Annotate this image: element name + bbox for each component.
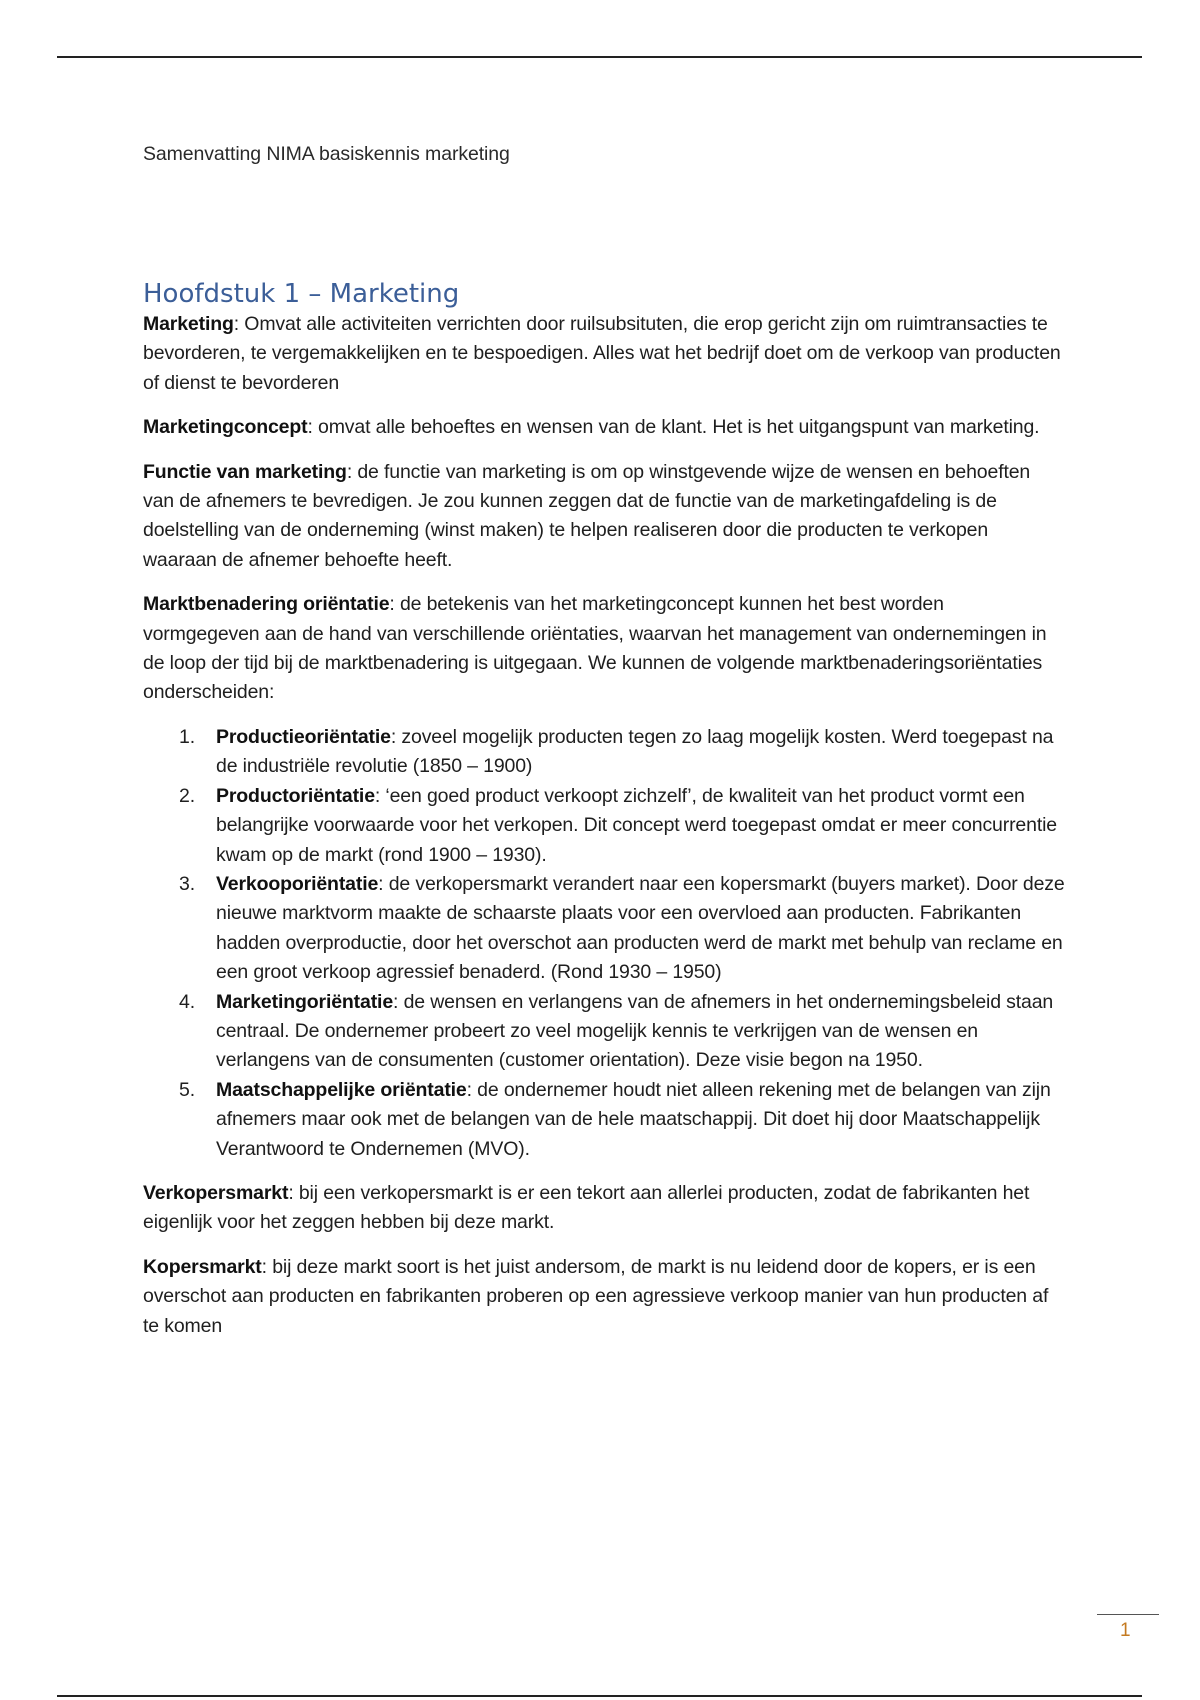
paragraph-text: : omvat alle behoeftes en wensen van de klant. Het is het uitgangspunt van marketing. — [307, 416, 1040, 439]
list-number: 2. — [179, 784, 195, 807]
top-rule — [57, 56, 1142, 58]
list-item — [143, 988, 1065, 1076]
list-number: 4. — [179, 990, 195, 1013]
paragraph-marketing — [143, 310, 1065, 398]
footer-rule — [1097, 1614, 1159, 1615]
list-text: : ‘een goed product verkoopt zichzelf’, de kwaliteit van het product vormt een belangrijke voorwaarde voor het verkopen. Dit concept werd toegepast omdat er meer concurrentie kwam op de markt (rond 1900 – 1930). — [216, 784, 1057, 866]
paragraph-marktbenadering — [143, 590, 1065, 708]
chapter-title: Hoofdstuk 1 – Marketing — [143, 279, 460, 309]
list-item — [143, 1076, 1065, 1164]
document-header: Samenvatting NIMA basiskennis marketing — [143, 143, 510, 165]
term-label: Marketingconcept — [143, 416, 308, 439]
list-text: : zoveel mogelijk producten tegen zo laag mogelijk kosten. Werd toegepast na de industriële revolutie (1850 – 1900) — [216, 725, 1054, 778]
list-text: : de verkopersmarkt verandert naar een kopersmarkt (buyers market). Door deze nieuwe marktvorm maakte de schaarste plaats voor een overvloed aan producten. Fabrikanten hadden overproductie, door het overschot aan producten werd de markt met behulp van reclame en een groot verkoop agressief benaderd. (Rond 1930 – 1950) — [216, 872, 1065, 984]
term-label: Productoriëntatie — [216, 784, 375, 807]
page-number: 1 — [1120, 1620, 1131, 1641]
paragraph-text: : bij een verkopersmarkt is er een tekort aan allerlei producten, zodat de fabrikanten het eigenlijk voor het zeggen hebben bij deze markt. — [143, 1181, 1030, 1234]
term-label: Marketing — [143, 313, 234, 335]
list-text: : de ondernemer houdt niet alleen rekening met de belangen van zijn afnemers maar ook met de belangen van de hele maatschappij. Dit doet hij door Maatschappelijk Verantwoord te Ondernemen (MVO). — [216, 1078, 1051, 1160]
paragraph-marketingconcept — [143, 413, 1065, 442]
document-body — [143, 278, 1065, 1356]
paragraph-verkopersmarkt — [143, 1179, 1065, 1238]
paragraph-text: : de betekenis van het marketingconcept kunnen het best worden vormgegeven aan de hand van verschillende oriëntaties, waarvan het management van ondernemingen in de loop der tijd bij de marktbenadering is uitgegaan. We kunnen de volgende marktbenaderingsoriëntaties onderscheiden: — [143, 593, 1047, 704]
list-item — [143, 782, 1065, 870]
term-label: Maatschappelijke oriëntatie — [216, 1078, 467, 1101]
term-label: Marktbenadering oriëntatie — [143, 593, 390, 616]
paragraph-text: : bij deze markt soort is het juist andersom, de markt is nu leidend door de kopers, er is een overschot aan producten en fabrikanten proberen op een agressieve verkoop manier van hun producten af te komen — [143, 1255, 1049, 1337]
paragraph-kopersmarkt — [143, 1253, 1065, 1341]
list-number: 1. — [179, 725, 195, 748]
list-number: 5. — [179, 1078, 195, 1101]
list-item — [143, 723, 1065, 782]
term-label: Marketingoriëntatie — [216, 990, 394, 1013]
list-text: : de wensen en verlangens van de afnemers in het ondernemingsbeleid staan centraal. De ondernemer probeert zo veel mogelijk kennis te verkrijgen van de wensen en verlangens van de consumenten (customer orientation). Deze visie begon na 1950. — [216, 990, 1054, 1072]
term-label: Kopersmarkt — [143, 1255, 262, 1278]
bottom-rule — [57, 1695, 1142, 1697]
term-label: Productieoriëntatie — [216, 725, 391, 748]
term-label: Functie van marketing — [143, 460, 347, 483]
list-item — [143, 870, 1065, 988]
paragraph-text: : Omvat alle activiteiten verrichten door ruilsubsituten, die erop gericht zijn om ruimtransacties te bevorderen, te vergemakkelijken en te bespoedigen. Alles wat het bedrijf doet om de verkoop van producten of dienst te bevorderen — [143, 313, 1061, 394]
orientation-list — [143, 723, 1065, 1164]
paragraph-text: : de functie van marketing is om op winstgevende wijze de wensen en behoeften van de afnemers te bevredigen. Je zou kunnen zeggen dat de functie van de marketingafdeling is de doelstelling van de onderneming (winst maken) te helpen realiseren door die producten te verkopen waaraan de afnemer behoefte heeft. — [143, 460, 1031, 571]
list-number: 3. — [179, 872, 195, 895]
term-label: Verkopersmarkt — [143, 1181, 289, 1204]
term-label: Verkooporiëntatie — [216, 872, 379, 895]
paragraph-functie-van-marketing — [143, 458, 1065, 576]
